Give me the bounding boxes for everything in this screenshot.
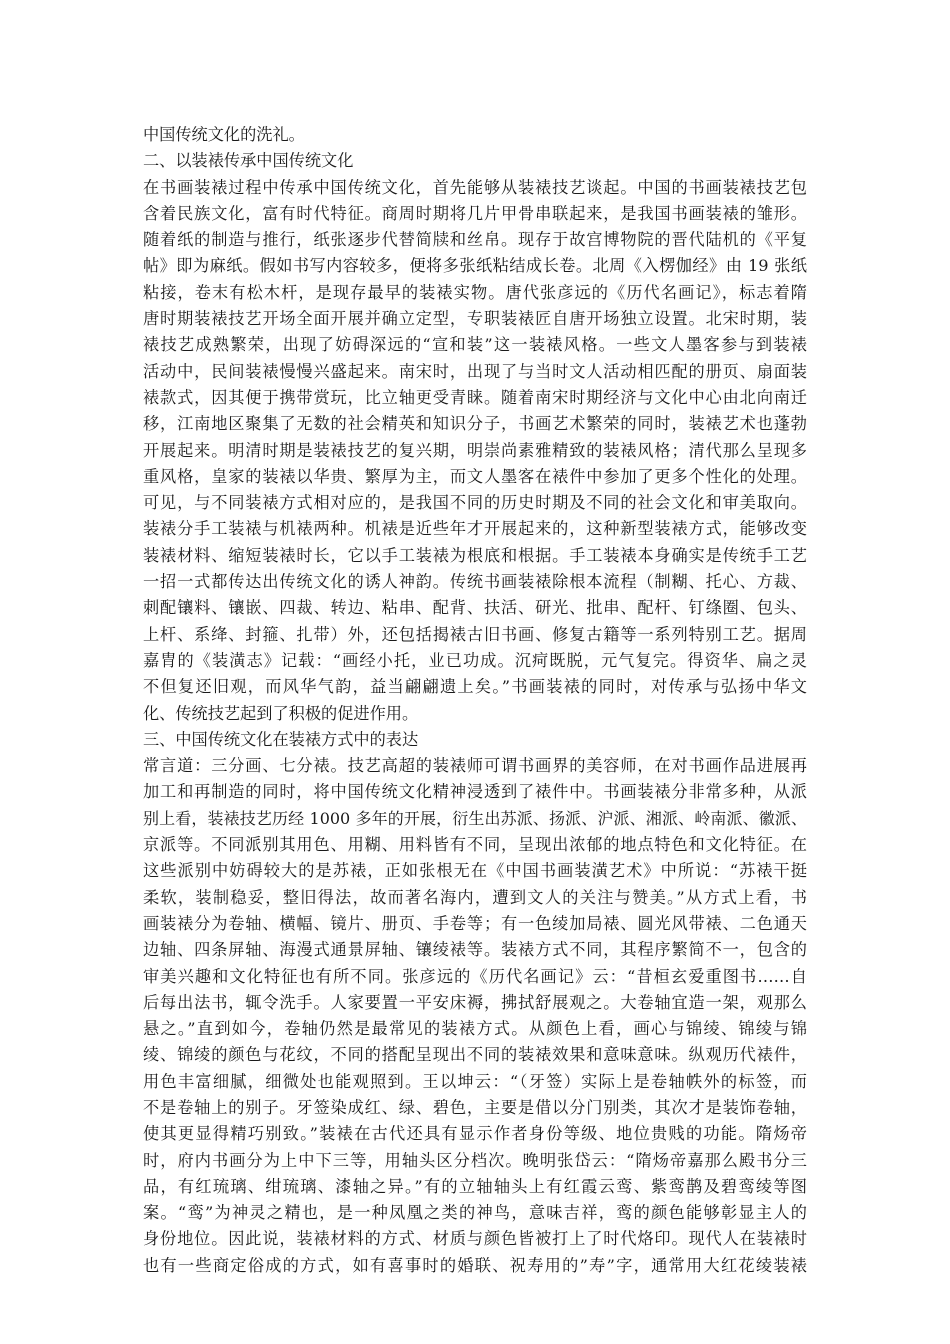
text-line: 开展起来。明清时期是装裱技艺的复兴期，明崇尚素雅精致的装裱风格；清代那么呈现多	[143, 440, 807, 460]
text-line: 二、以装裱传承中国传统文化	[143, 151, 354, 171]
text-line: 常言道：三分画、七分裱。技艺高超的装裱师可谓书画界的美容师，在对书画作品进展再	[143, 756, 807, 776]
text-line: 裱技艺成熟繁荣，出现了妨碍深远的“宣和装”这一装裱风格。一些文人墨客参与到装裱	[143, 335, 807, 355]
text-line: 化、传统技艺起到了积极的促进作用。	[143, 703, 419, 723]
text-line: 随着纸的制造与推行，纸张逐步代替简牍和丝帛。现存于故宫博物院的晋代陆机的《平复	[143, 230, 807, 250]
text-line: 活动中，民间装裱慢慢兴盛起来。南宋时，出现了与当时文人活动相匹配的册页、扇面装	[143, 361, 807, 381]
text-line: 装裱分手工装裱与机裱两种。机裱是近些年才开展起来的，这种新型装裱方式，能够改变	[143, 519, 807, 539]
text-line: 时，府内书画分为上中下三等，用轴头区分档次。晚明张岱云：“隋炀帝嘉那么殿书分三	[143, 1150, 807, 1170]
text-line: 帖》即为麻纸。假如书写内容较多，便将多张纸粘结成长卷。北周《入楞伽经》由 19 张纸	[143, 256, 807, 276]
text-line: 裱款式，因其便于携带赏玩，比立轴更受青睐。随着南宋时期经济与文化中心由北向南迁	[143, 387, 807, 407]
text-line: 悬之。”直到如今，卷轴仍然是最常见的装裱方式。从颜色上看，画心与锦绫、锦绫与锦	[143, 1019, 807, 1039]
text-line: 装裱材料、缩短装裱时长，它以手工装裱为根底和根据。手工装裱本身确实是传统手工艺	[143, 545, 807, 565]
text-line: 中国传统文化的洗礼。	[143, 125, 305, 144]
text-line: 重风格，皇家的装裱以华贵、繁厚为主，而文人墨客在裱件中参加了更多个性化的处理。	[143, 466, 807, 486]
text-line: 柔软，装制稳妥，整旧得法，故而著名海内，遭到文人的关注与赞美。”从方式上看，书	[143, 887, 807, 907]
text-line: 这些派别中妨碍较大的是苏裱，正如张根无在《中国书画装潢艺术》中所说：“苏裱干挺	[143, 861, 807, 881]
text-line: 嘉胄的《装潢志》记载：“画经小托，业已功成。沉疴既脱，元气复完。得资华、扁之灵	[143, 650, 807, 670]
text-line: 画装裱分为卷轴、横幅、镜片、册页、手卷等；有一色绫加局裱、圆光风带裱、二色通天	[143, 913, 807, 933]
text-line: 上杆、系绛、封箍、扎带）外，还包括揭裱古旧书画、修复古籍等一系列特别工艺。据周	[143, 624, 807, 644]
text-line: 移，江南地区聚集了无数的社会精英和知识分子，书画艺术繁荣的同时，装裱艺术也蓬勃	[143, 414, 807, 434]
text-line: 绫、锦绫的颜色与花纹，不同的搭配呈现出不同的装裱效果和意味意味。纵观历代裱件，	[143, 1045, 807, 1065]
text-line: 不但复还旧观，而风华气韵，益当翩翩遗上矣。”书画装裱的同时，对传承与弘扬中华文	[143, 677, 807, 697]
text-line: 三、中国传统文化在装裱方式中的表达	[143, 729, 419, 749]
text-line: 身份地位。因此说，装裱材料的方式、材质与颜色皆被打上了时代烙印。现代人在装裱时	[143, 1229, 807, 1249]
text-line: 使其更显得精巧别致。”装裱在古代还具有显示作者身份等级、地位贵贱的功能。隋炀帝	[143, 1124, 807, 1144]
text-line: 审美兴趣和文化特征也有所不同。张彦远的《历代名画记》云：“昔桓玄爱重图书……自	[143, 966, 807, 986]
document-body	[143, 122, 807, 1279]
text-line: 粘接，卷末有松木杆，是现存最早的装裱实物。唐代张彦远的《历代名画记》，标志着隋	[143, 282, 807, 302]
text-line: 可见，与不同装裱方式相对应的，是我国不同的历史时期及不同的社会文化和审美取向。	[143, 493, 807, 513]
text-line: 刺配镶料、镶嵌、四裁、转边、粘串、配背、扶活、研光、批串、配杆、钉绦圈、包头、	[143, 598, 807, 618]
text-line: 京派等。不同派别其用色、用糊、用料皆有不同，呈现出浓郁的地点特色和文化特征。在	[143, 835, 807, 855]
text-line: 用色丰富细腻，细微处也能观照到。王以坤云：“（牙签）实际上是卷轴帙外的标签，而	[143, 1071, 807, 1091]
text-line: 含着民族文化，富有时代特征。商周时期将几片甲骨串联起来，是我国书画装裱的雏形。	[143, 203, 807, 223]
text-line: 边轴、四条屏轴、海漫式通景屏轴、镶绫裱等。装裱方式不同，其程序繁简不一，包含的	[143, 940, 807, 960]
text-line: 不是卷轴上的别子。牙签染成红、绿、碧色，主要是借以分门别类，其次才是装饰卷轴，	[143, 1097, 807, 1117]
text-line: 唐时期装裱技艺开场全面开展并确立定型，专职装裱匠自唐开场独立设置。北宋时期，装	[143, 309, 807, 329]
text-line: 在书画装裱过程中传承中国传统文化，首先能够从装裱技艺谈起。中国的书画装裱技艺包	[143, 177, 807, 197]
text-line: 也有一些商定俗成的方式，如有喜事时的婚联、祝寿用的”寿”字，通常用大红花绫装裱	[143, 1255, 807, 1275]
text-line: 品，有红琉璃、绀琉璃、漆轴之异。”有的立轴轴头上有红霞云鸾、紫鸾鹊及碧鸾绫等图	[143, 1176, 807, 1196]
text-line: 一招一式都传达出传统文化的诱人神韵。传统书画装裱除根本流程（制糊、托心、方裁、	[143, 572, 807, 592]
text-line: 别上看，装裱技艺历经 1000 多年的开展，衍生出苏派、扬派、沪派、湘派、岭南派、徽派、	[143, 808, 807, 828]
text-line: 后每出法书，辄令洗手。人家要置一平安床褥，拂拭舒展观之。大卷轴宜造一架，观那么	[143, 992, 807, 1012]
text-line: 案。“鸾”为神灵之精也，是一种凤凰之类的神鸟，意味吉祥，鸾的颜色能够彰显主人的	[143, 1203, 807, 1223]
text-line: 加工和再制造的同时，将中国传统文化精神浸透到了裱件中。书画装裱分非常多种，从派	[143, 782, 807, 802]
